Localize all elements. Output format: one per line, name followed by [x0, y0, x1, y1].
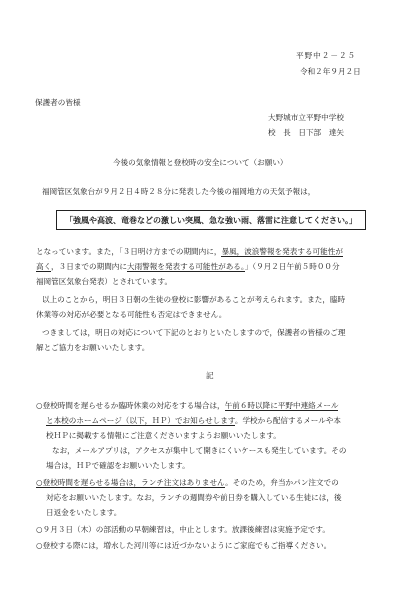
item-delay-emphasis-1: 午前６時以降に平野中連絡メール	[224, 401, 339, 410]
item-delay-line2	[46, 416, 341, 426]
paragraph-impact-line2: 休業等の対応が必要となる可能性も否定はできません。	[36, 310, 227, 319]
paragraph-impact-line1: 以上のことから，明日３日朝の生徒の登校に影響があることが考えられます。また，臨時	[42, 295, 346, 304]
heavy-rain-warning-emphasis: 大雨警報を発表する可能性がある。	[126, 262, 245, 271]
warning-line1-text: となっています。また，「３日明け方までの期間内に，	[36, 247, 222, 256]
forecast-notice-box	[56, 210, 366, 230]
forecast-notice-text: 「強風や高波、竜巻などの激しい突風、急な強い雨、落雷に注意してください。」	[65, 215, 357, 225]
item-lunch-text: 。そのため，弁当かパン注文での	[225, 478, 339, 487]
paragraph-request-line2: 解とご協力をお願いいたします。	[36, 343, 150, 352]
item-delay-line1	[36, 401, 338, 411]
item-club-practice: ○９月３日（木）の部活動の早朝練習は，中止とします。放課後練習は実施予定です。	[36, 525, 330, 534]
ki-heading: 記	[206, 371, 214, 380]
school-name: 大野城市立平野中学校	[268, 113, 344, 122]
storm-warning-emphasis: 暴風，波浪警報を発表する可能性が	[221, 247, 343, 256]
item-river-safety: ○登校する際には，増水した河川等には近づかないようにご家庭でもご指導ください。	[36, 541, 332, 550]
paragraph-warning-line3: 福岡管区気象台発表）とされています。	[36, 277, 173, 286]
item-delay-emphasis-2: と本校のホームページ（以下，ＨＰ）でお知らせします	[46, 416, 235, 425]
item-delay-text: ○登校時間を遅らせるか臨時休業の対応をする場合は，	[36, 401, 225, 410]
document-title: 今後の気象情報と登校時の安全について（お願い）	[113, 158, 288, 167]
item-delay-line5: 場合は，ＨＰで確認をお願いいたします。	[46, 461, 190, 470]
issue-date: 令和２年９月２日	[300, 67, 361, 76]
item-lunch-emphasis: ○登校時間を遅らせる場合は，ランチ注文はありません	[36, 478, 226, 487]
paragraph-request-line1: つきましては，明日の対応について下記のとおりといたしますので，保護者の皆様のご理	[42, 328, 346, 337]
item-delay-line3: 校ＨＰに掲載する情報にご注意くださいますようお願いいたします。	[46, 431, 281, 440]
warning-line2-text: ，３日までの期間内に	[51, 262, 127, 271]
addressee: 保護者の皆様	[35, 98, 81, 107]
item-lunch-line1	[36, 478, 339, 488]
item-delay-text-2: 。学校から配信するメールや本	[234, 416, 342, 425]
principal-name: 校 長 日下部 達矢	[268, 128, 344, 137]
item-delay-line4: なお，メールアプリは，アクセスが集中して開きにくいケースも発生しています。その	[52, 446, 347, 455]
paragraph-warning-line1	[36, 247, 343, 257]
warning-line2-time: 」（９月２日午前５時００分	[244, 262, 340, 271]
paragraph-forecast-intro: 福岡管区気象台が９月２日４時２８分に発表した今後の福岡地方の天気予報は，	[42, 187, 316, 196]
paragraph-warning-line2	[36, 262, 340, 272]
item-lunch-line3: 日返金をいたします。	[46, 508, 122, 517]
item-lunch-line2: 対応をお願いいたします。なお，ランチの週間券や前日券を購入している生徒には，後	[46, 493, 342, 502]
doc-number: 平野中２－２５	[296, 51, 357, 60]
high-probability-emphasis: 高く	[36, 262, 52, 271]
